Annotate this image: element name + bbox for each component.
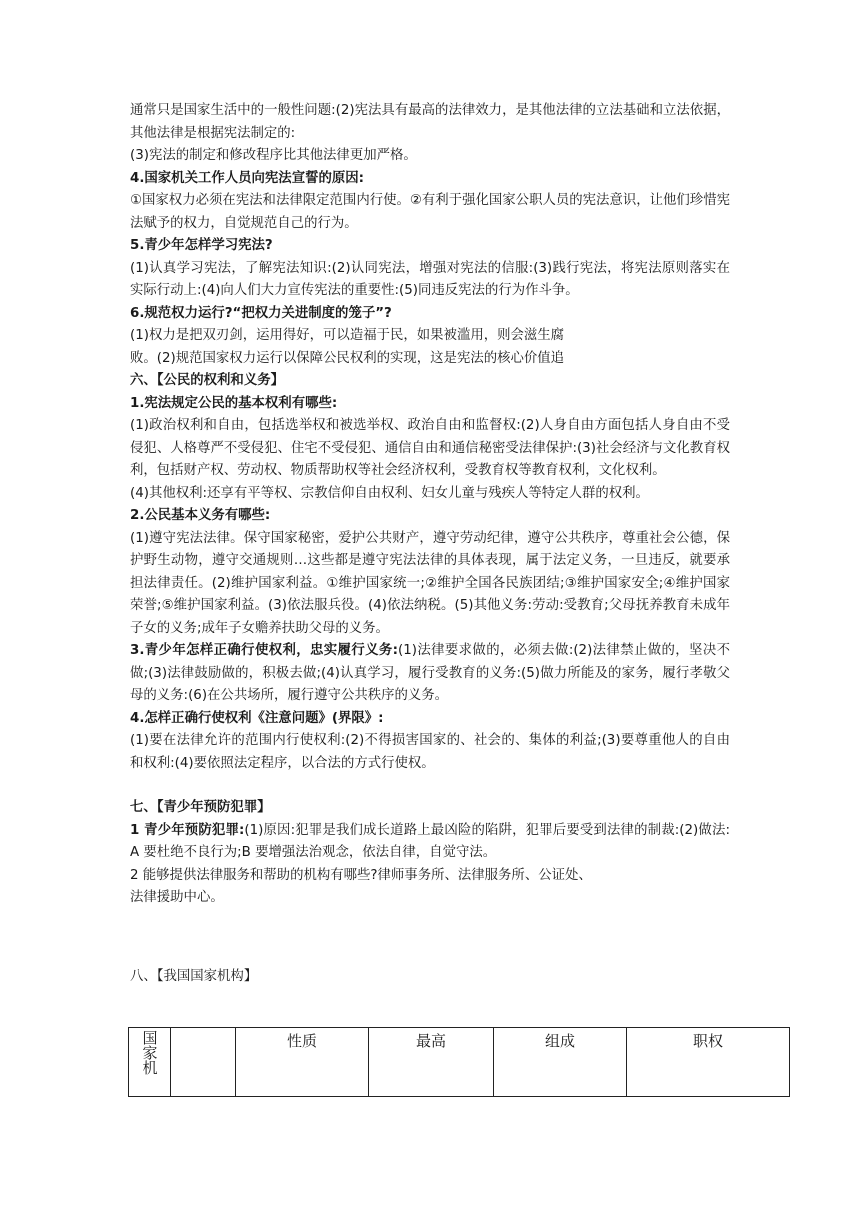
paragraph-text: (1)法律要求做的，必须去做:(2)法律禁止做的，坚决不做;(3)法律鼓励做的，积极去做;(4)认真学习，履行受教育的义务:(5)做力所能及的家务，履行孝敬父母的义务:(6)在公共场所，履行遵守公共秩序的义务。 xyxy=(130,643,730,703)
paragraph: (1)遵守宪法法律。保守国家秘密，爱护公共财产，遵守劳动纪律，遵守公共秩序，尊重社会公德，保护野生动物，遵守交通规则…这些都是遵守宪法法律的具体表现，属于法定义务，一旦违反，就要承担法律责任。(2)维护国家利益。①维护国家统一;②维护全国各民族团结;③维护国家安全;④维护国家荣誉;⑤维护国家利益。(3)依法服兵役。(4)依法纳税。(5)其他义务:劳动:受教育;父母抚养教育未成年子女的义务;成年子女赡养扶助父母的义务。 xyxy=(130,530,730,636)
section-7-heading: 七、【青少年预防犯罪】 xyxy=(130,800,271,815)
paragraph: (3)宪法的制定和修改程序比其他法律更加严格。 xyxy=(130,148,417,163)
section-heading: 5.青少年怎样学习宪法? xyxy=(130,238,273,253)
paragraph: 通常只是国家生活中的一般性问题:(2)宪法具有最高的法律效力，是其他法律的立法基础和立法依据，其他法律是根据宪法制定的: xyxy=(130,103,730,141)
table-header-highest: 最高 xyxy=(369,1028,494,1097)
section-7-item-1-label: 1 青少年预防犯罪: xyxy=(130,822,245,838)
section-heading: 六、【公民的权利和义务】 xyxy=(130,373,284,388)
table-header-composition: 组成 xyxy=(494,1028,627,1097)
paragraph: (1)政治权利和自由，包括选举权和被选举权、政治自由和监督权:(2)人身自由方面包括人身自由不受侵犯、人格尊严不受侵犯、住宅不受侵犯、通信自由和通信秘密受法律保护:(3)社会经济与文化教育权利，包括财产权、劳动权、物质帮助权等社会经济权利，受教育权等教育权利，文化权利。 xyxy=(130,418,730,478)
paragraph-label: 3.青少年怎样正确行使权利，忠实履行义务: xyxy=(130,643,398,658)
section-heading: 1.宪法规定公民的基本权利有哪些: xyxy=(130,395,338,411)
paragraph: (1)认真学习宪法，了解宪法知识:(2)认同宪法，增强对宪法的信服:(3)践行宪法，将宪法原则落实在实际行动上:(4)向人们大力宣传宪法的重要性:(5)同违反宪法的行为作斗争。 xyxy=(130,260,730,298)
state-organs-table xyxy=(128,1027,790,1097)
paragraph: 败。(2)规范国家权力运行以保障公民权利的实现，这是宪法的核心价值追 xyxy=(130,350,565,366)
section-heading: 4.国家机关工作人员向宪法宣誓的原因: xyxy=(130,170,365,186)
section-7-item-1 xyxy=(130,820,730,865)
section-heading: 2.公民基本义务有哪些: xyxy=(130,508,271,523)
paragraph xyxy=(130,640,730,708)
section-8-heading: 八、【我国国家机构】 xyxy=(130,968,258,984)
table-header-powers: 职权 xyxy=(627,1028,790,1097)
section-7-item-1-text: (1)原因:犯罪是我们成长道路上最凶险的陷阱，犯罪后要受到法律的制裁:(2)做法:A 要杜绝不良行为;B 要增强法治观念，依法自律，自觉守法。 xyxy=(130,822,731,860)
document-body xyxy=(130,100,730,988)
paragraphs xyxy=(130,100,730,775)
paragraph: (1)权力是把双刃剑，运用得好，可以造福于民，如果被滥用，则会滋生腐 xyxy=(130,328,565,343)
paragraph: (1)要在法律允许的范围内行使权利:(2)不得损害国家的、社会的、集体的利益;(3)要尊重他人的自由和权利:(4)要依照法定程序，以合法的方式行使权。 xyxy=(130,733,730,771)
table-header-nature: 性质 xyxy=(236,1028,369,1097)
paragraph: ①国家权力必须在宪法和法律限定范围内行使。②有利于强化国家公职人员的宪法意识，让他们珍惜宪法赋予的权力，自觉规范自己的行为。 xyxy=(130,193,730,231)
section-heading: 4.怎样正确行使权利《注意问题》(界限》: xyxy=(130,710,384,726)
section-7-item-2: 2 能够提供法律服务和帮助的机构有哪些?律师事务所、法律服务所、公证处、 xyxy=(130,867,592,883)
table-cell-label xyxy=(129,1028,171,1097)
section-7-item-2-cont: 法律援助中心。 xyxy=(130,890,224,905)
table-row xyxy=(129,1028,790,1097)
vertical-label: 国家机 xyxy=(140,1030,159,1075)
paragraph: (4)其他权利:还享有平等权、宗教信仰自由权利、妇女儿童与残疾人等特定人群的权利。 xyxy=(130,485,649,501)
section-heading: 6.规范权力运行?“把权力关进制度的笼子”? xyxy=(130,305,392,321)
table-cell-empty xyxy=(171,1028,236,1097)
